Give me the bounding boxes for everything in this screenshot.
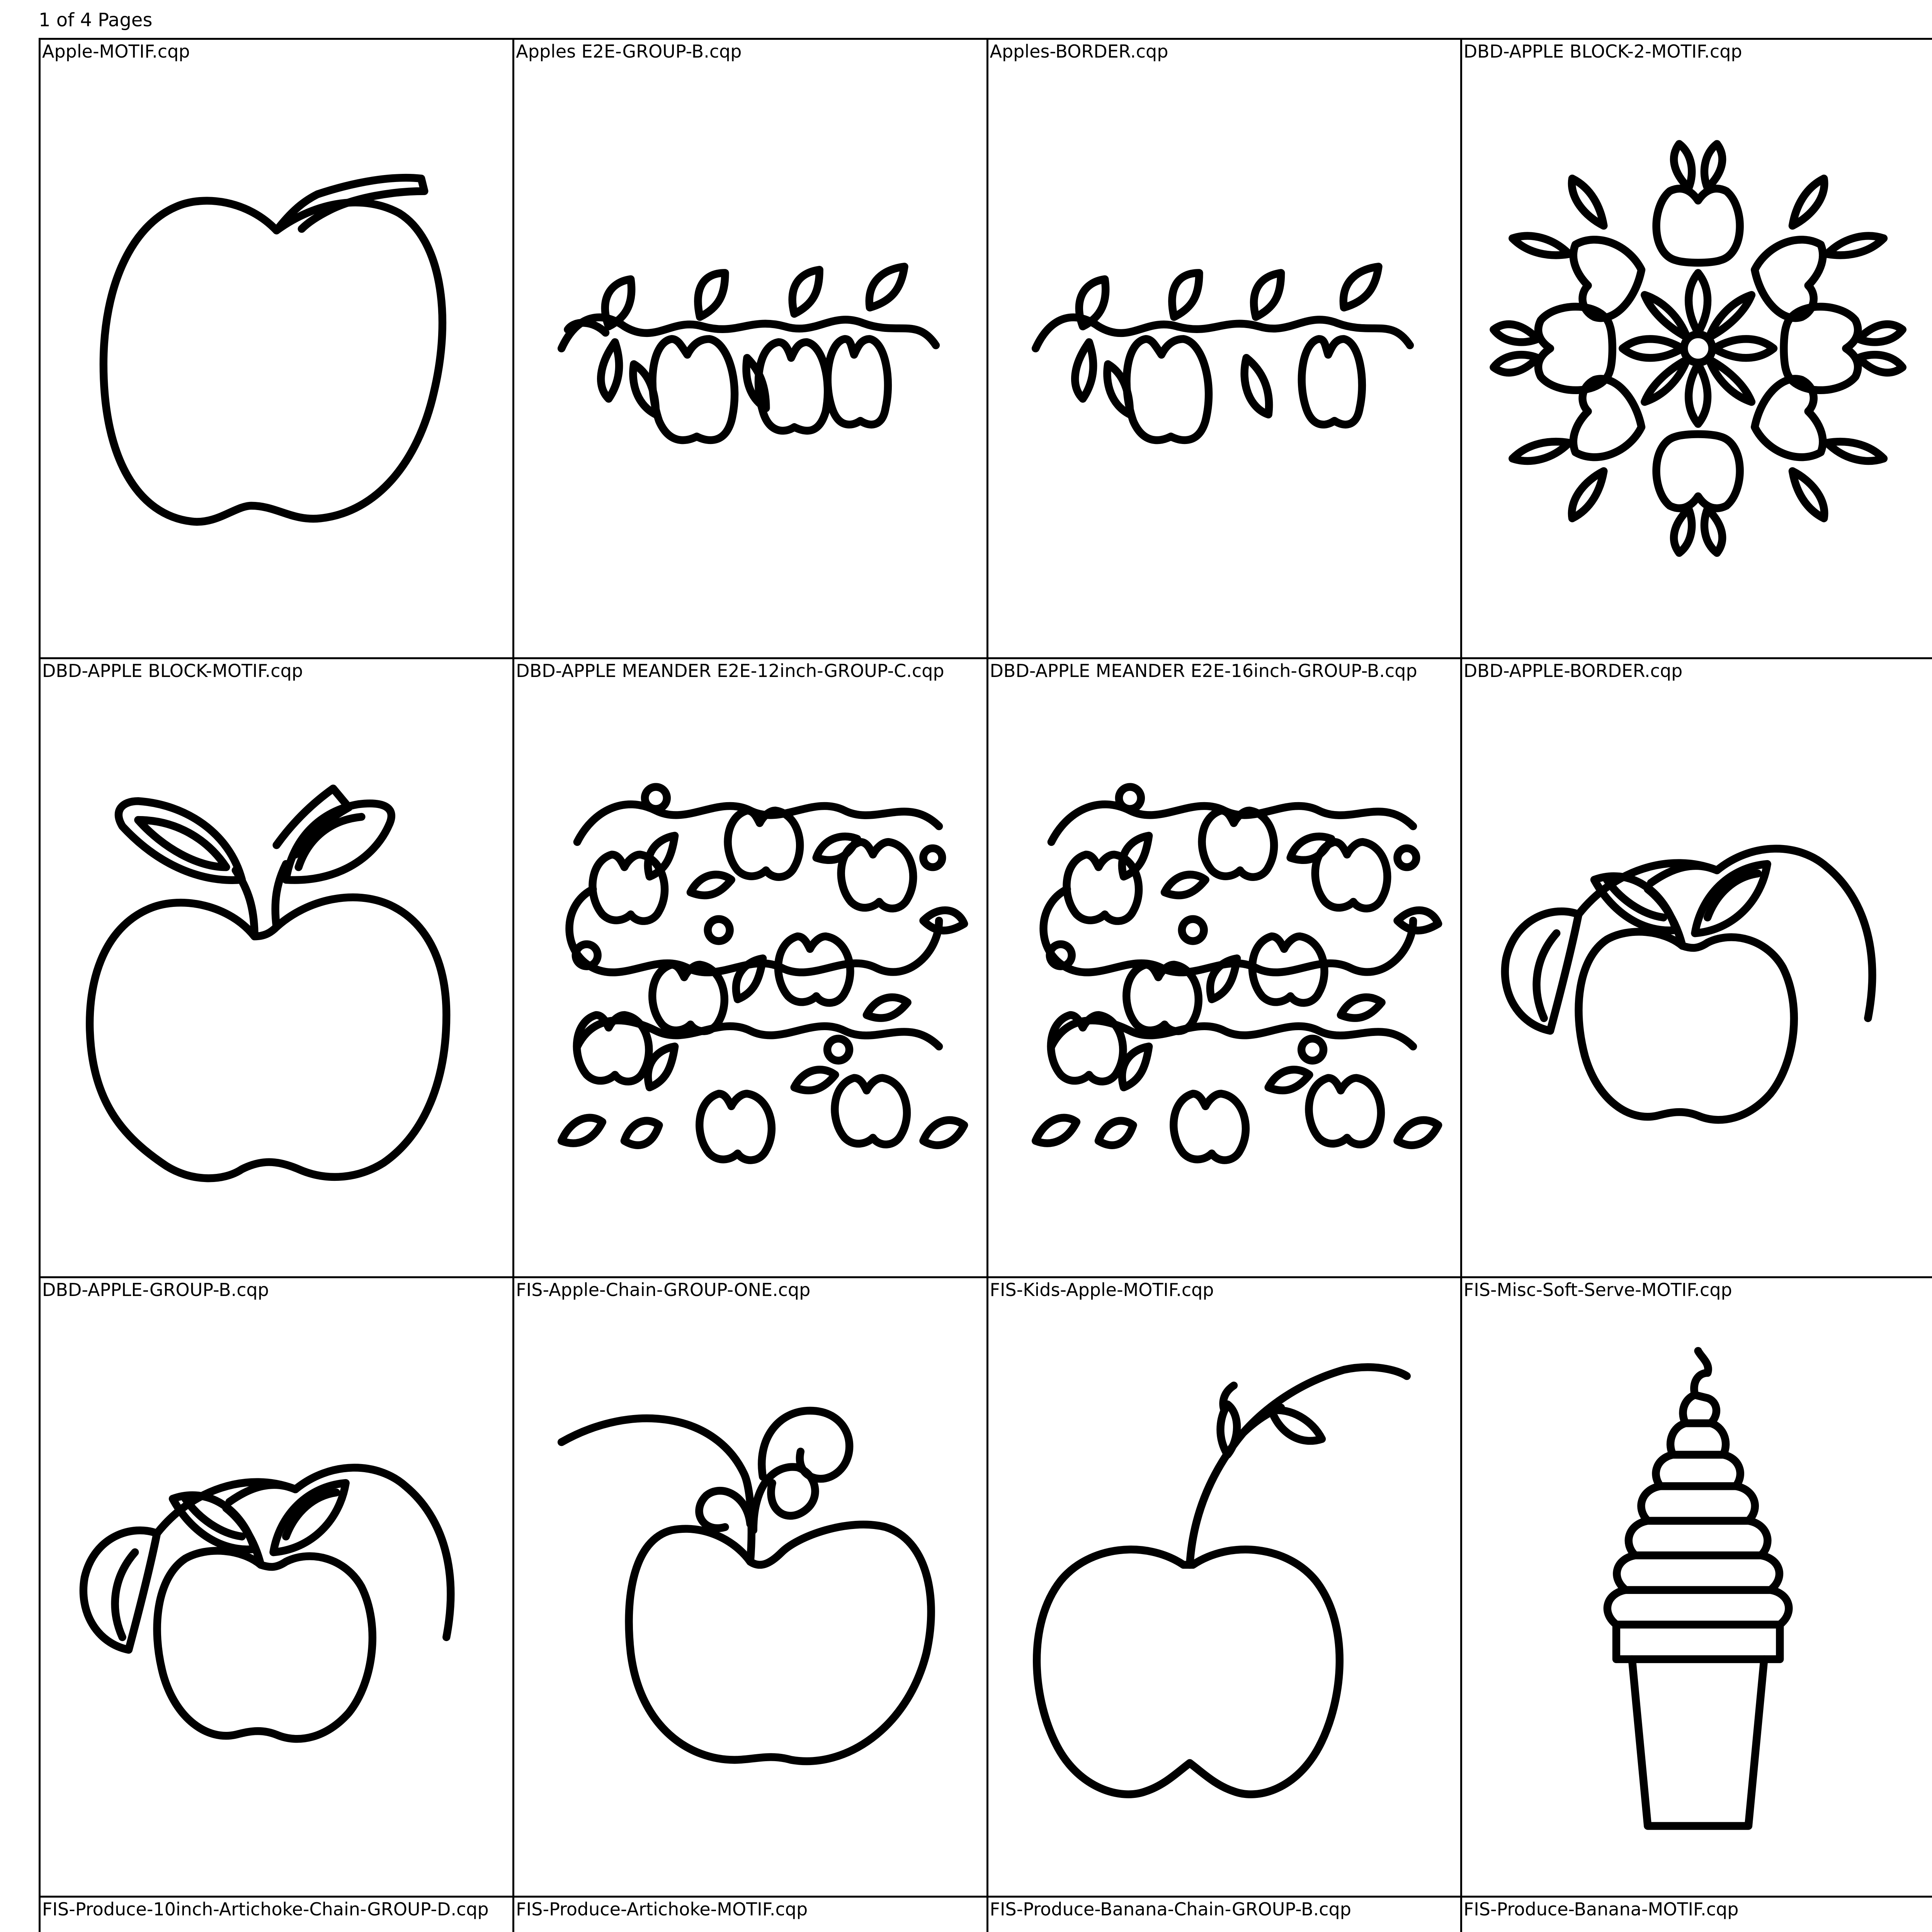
pattern-caption: Apples E2E-GROUP-B.cqp <box>516 41 742 62</box>
apple-leaves-icon <box>41 659 512 1277</box>
pattern-caption: FIS-Misc-Soft-Serve-MOTIF.cqp <box>1463 1279 1732 1300</box>
pattern-caption: Apples-BORDER.cqp <box>990 41 1168 62</box>
banana-chain-icon <box>988 1898 1460 1932</box>
pattern-caption: FIS-Produce-Artichoke-MOTIF.cqp <box>516 1898 808 1920</box>
pattern-caption: DBD-APPLE-BORDER.cqp <box>1463 660 1683 681</box>
pattern-cell[interactable] <box>41 1278 514 1898</box>
pattern-cell[interactable] <box>514 659 988 1279</box>
pattern-caption: DBD-APPLE BLOCK-2-MOTIF.cqp <box>1463 41 1742 62</box>
pattern-cell[interactable] <box>988 1278 1462 1898</box>
apple-chain-icon <box>988 40 1460 657</box>
artichoke-icon <box>514 1898 986 1932</box>
apple-swirl-icon <box>41 1278 512 1896</box>
pattern-caption: DBD-APPLE MEANDER E2E-16inch-GROUP-B.cqp <box>990 660 1417 681</box>
page-count: 1 of 4 Pages <box>39 9 153 31</box>
soft-serve-icon <box>1462 1278 1932 1896</box>
apple-meander-icon <box>514 659 986 1277</box>
pattern-cell[interactable] <box>988 1898 1462 1932</box>
pattern-cell[interactable] <box>514 40 988 659</box>
banana-bunch-icon <box>1462 1898 1932 1932</box>
apple-wreath-icon <box>1462 40 1932 657</box>
pattern-cell[interactable] <box>41 1898 514 1932</box>
pattern-caption: FIS-Produce-10inch-Artichoke-Chain-GROUP-D.cqp <box>42 1898 489 1920</box>
pattern-cell[interactable] <box>41 40 514 659</box>
artichoke-chain-icon <box>41 1898 512 1932</box>
pattern-cell[interactable] <box>1462 1278 1932 1898</box>
pattern-cell[interactable] <box>988 40 1462 659</box>
pattern-grid <box>39 38 1932 1932</box>
apple-curl-icon <box>514 1278 986 1896</box>
apple-meander-icon <box>988 659 1460 1277</box>
pattern-caption: FIS-Kids-Apple-MOTIF.cqp <box>990 1279 1214 1300</box>
pattern-cell[interactable] <box>1462 40 1932 659</box>
apple-branch-icon <box>988 1278 1460 1896</box>
apple-outline-icon <box>41 40 512 657</box>
pattern-cell[interactable] <box>1462 1898 1932 1932</box>
pattern-caption: DBD-APPLE-GROUP-B.cqp <box>42 1279 269 1300</box>
pattern-cell[interactable] <box>988 659 1462 1279</box>
pattern-cell[interactable] <box>514 1898 988 1932</box>
pattern-caption: FIS-Apple-Chain-GROUP-ONE.cqp <box>516 1279 811 1300</box>
pattern-cell[interactable] <box>514 1278 988 1898</box>
pattern-caption: Apple-MOTIF.cqp <box>42 41 190 62</box>
pattern-caption: FIS-Produce-Banana-Chain-GROUP-B.cqp <box>990 1898 1351 1920</box>
pattern-cell[interactable] <box>1462 659 1932 1279</box>
pattern-caption: DBD-APPLE MEANDER E2E-12inch-GROUP-C.cqp <box>516 660 944 681</box>
pattern-cell[interactable] <box>41 659 514 1279</box>
apple-chain-icon <box>514 40 986 657</box>
pattern-caption: FIS-Produce-Banana-MOTIF.cqp <box>1463 1898 1739 1920</box>
apple-swirl-icon <box>1462 659 1932 1277</box>
pattern-caption: DBD-APPLE BLOCK-MOTIF.cqp <box>42 660 303 681</box>
